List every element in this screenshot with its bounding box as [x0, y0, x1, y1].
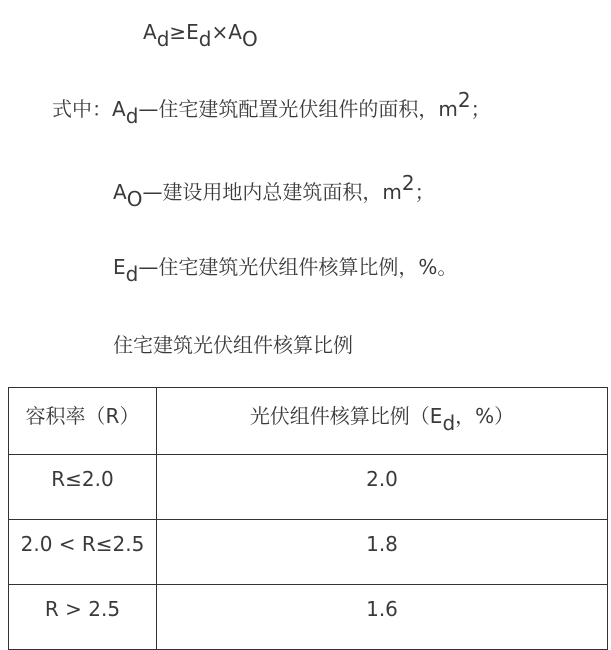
- definition-text: —建设用地内总建筑面积，m: [142, 180, 402, 204]
- ratio-table: [8, 387, 608, 650]
- cell-ratio: R≤2.0: [9, 455, 157, 520]
- table-row: [9, 455, 608, 520]
- header-proportion-prefix: 光伏组件核算比例（E: [249, 404, 443, 428]
- definition-tail: ；: [470, 97, 491, 121]
- definition-tail: ；: [414, 180, 435, 204]
- cell-ratio: 2.0 < R≤2.5: [9, 520, 157, 585]
- header-cell-proportion: [157, 388, 608, 455]
- definition-ad: [52, 88, 491, 128]
- formula-operator-geq: ≥: [169, 20, 187, 44]
- table-caption: 住宅建筑光伏组件核算比例: [113, 333, 353, 357]
- definition-subscript: d: [125, 104, 139, 128]
- cell-value: 1.8: [157, 520, 608, 585]
- formula-symbol-e: E: [186, 20, 199, 44]
- definition-superscript: 2: [457, 88, 471, 112]
- definition-symbol: A: [112, 97, 126, 121]
- header-proportion-subscript: d: [442, 411, 456, 435]
- header-cell-ratio: 容积率（R）: [9, 388, 157, 455]
- cell-value: 1.6: [157, 585, 608, 650]
- definition-subscript: O: [126, 187, 143, 211]
- definition-subscript: d: [125, 262, 139, 286]
- definition-prefix: 式中：: [52, 97, 112, 121]
- table-header-row: [9, 388, 608, 455]
- formula-symbol-a: A: [143, 20, 157, 44]
- formula-subscript-d2: d: [198, 27, 212, 51]
- cell-ratio: R > 2.5: [9, 585, 157, 650]
- formula-subscript-d: d: [156, 27, 170, 51]
- definition-text: —住宅建筑配置光伏组件的面积，m: [138, 97, 458, 121]
- formula: [143, 20, 258, 51]
- table-row: [9, 520, 608, 585]
- definition-ed: [113, 255, 458, 286]
- formula-subscript-o: O: [241, 27, 258, 51]
- formula-operator-times: ×: [211, 20, 229, 44]
- definition-text: —住宅建筑光伏组件核算比例，%。: [138, 255, 458, 279]
- definition-ao: [113, 171, 435, 211]
- definition-symbol: A: [113, 180, 127, 204]
- header-proportion-suffix: ，%）: [455, 404, 515, 428]
- formula-symbol-a2: A: [228, 20, 242, 44]
- table-row: [9, 585, 608, 650]
- definition-symbol: E: [113, 255, 126, 279]
- cell-value: 2.0: [157, 455, 608, 520]
- definition-superscript: 2: [401, 171, 415, 195]
